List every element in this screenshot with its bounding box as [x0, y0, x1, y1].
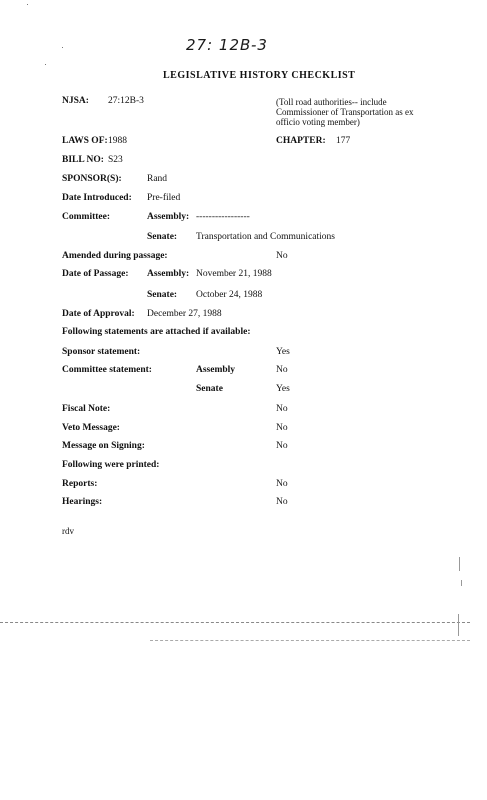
message-on-signing-value: No: [276, 441, 288, 451]
bill-no-value: S23: [108, 155, 123, 165]
committee-statement-senate-label: Senate: [196, 384, 223, 394]
fiscal-note-value: No: [276, 404, 288, 414]
scan-speck: [45, 64, 46, 65]
committee-assembly-value: -----------------: [196, 212, 250, 222]
committee-senate-label: Senate:: [147, 232, 178, 242]
committee-assembly-label: Assembly:: [147, 212, 190, 222]
sponsor-statement-value: Yes: [276, 347, 290, 357]
scan-fold-line: [0, 622, 470, 623]
date-of-approval-value: December 27, 1988: [147, 309, 222, 319]
veto-message-label: Veto Message:: [62, 423, 120, 433]
njsa-label: NJSA:: [62, 96, 89, 106]
passage-assembly-value: November 21, 1988: [196, 269, 272, 279]
message-on-signing-label: Message on Signing:: [62, 441, 145, 451]
following-statements-heading: Following statements are attached if available:: [62, 327, 251, 337]
sponsor-statement-label: Sponsor statement:: [62, 347, 141, 357]
amended-label: Amended during passage:: [62, 251, 168, 261]
committee-statement-senate-value: Yes: [276, 384, 290, 394]
njsa-note: (Toll road authorities-- include Commissioner of Transportation as ex officio voting member): [276, 97, 414, 127]
passage-assembly-label: Assembly:: [147, 269, 190, 279]
laws-of-value: 1988: [108, 136, 127, 146]
committee-label: Committee:: [62, 212, 111, 222]
document-title: LEGISLATIVE HISTORY CHECKLIST: [163, 70, 356, 81]
scan-speck: [27, 4, 28, 5]
scan-fold-line-lower: [150, 640, 470, 641]
reports-value: No: [276, 479, 288, 489]
bill-no-label: BILL NO:: [62, 155, 104, 165]
typist-initials: rdv: [62, 526, 74, 536]
scan-edge-mark: [459, 557, 460, 571]
committee-senate-value: Transportation and Communications: [196, 232, 335, 242]
date-introduced-value: Pre-filed: [147, 193, 181, 203]
hearings-value: No: [276, 497, 288, 507]
passage-senate-value: October 24, 1988: [196, 290, 263, 300]
date-of-passage-label: Date of Passage:: [62, 269, 129, 279]
fiscal-note-label: Fiscal Note:: [62, 404, 111, 414]
chapter-value: 177: [336, 136, 351, 146]
sponsors-label: SPONSOR(S):: [62, 174, 122, 184]
njsa-value: 27:12B-3: [108, 96, 144, 106]
sponsors-value: Rand: [147, 174, 168, 184]
date-introduced-label: Date Introduced:: [62, 193, 132, 203]
scan-edge-mark: [458, 614, 459, 636]
scan-edge-mark: [461, 580, 462, 586]
handwritten-reference-number: 27: 12B-3: [186, 36, 268, 54]
amended-value: No: [276, 251, 288, 261]
reports-label: Reports:: [62, 479, 98, 489]
chapter-label: CHAPTER:: [276, 136, 326, 146]
following-printed-heading: Following were printed:: [62, 460, 160, 470]
scan-speck: [62, 47, 63, 48]
date-of-approval-label: Date of Approval:: [62, 309, 135, 319]
laws-of-label: LAWS OF:: [62, 136, 108, 146]
committee-statement-assembly-label: Assembly: [196, 365, 236, 375]
hearings-label: Hearings:: [62, 497, 103, 507]
committee-statement-label: Committee statement:: [62, 365, 152, 375]
passage-senate-label: Senate:: [147, 290, 178, 300]
committee-statement-assembly-value: No: [276, 365, 288, 375]
veto-message-value: No: [276, 423, 288, 433]
